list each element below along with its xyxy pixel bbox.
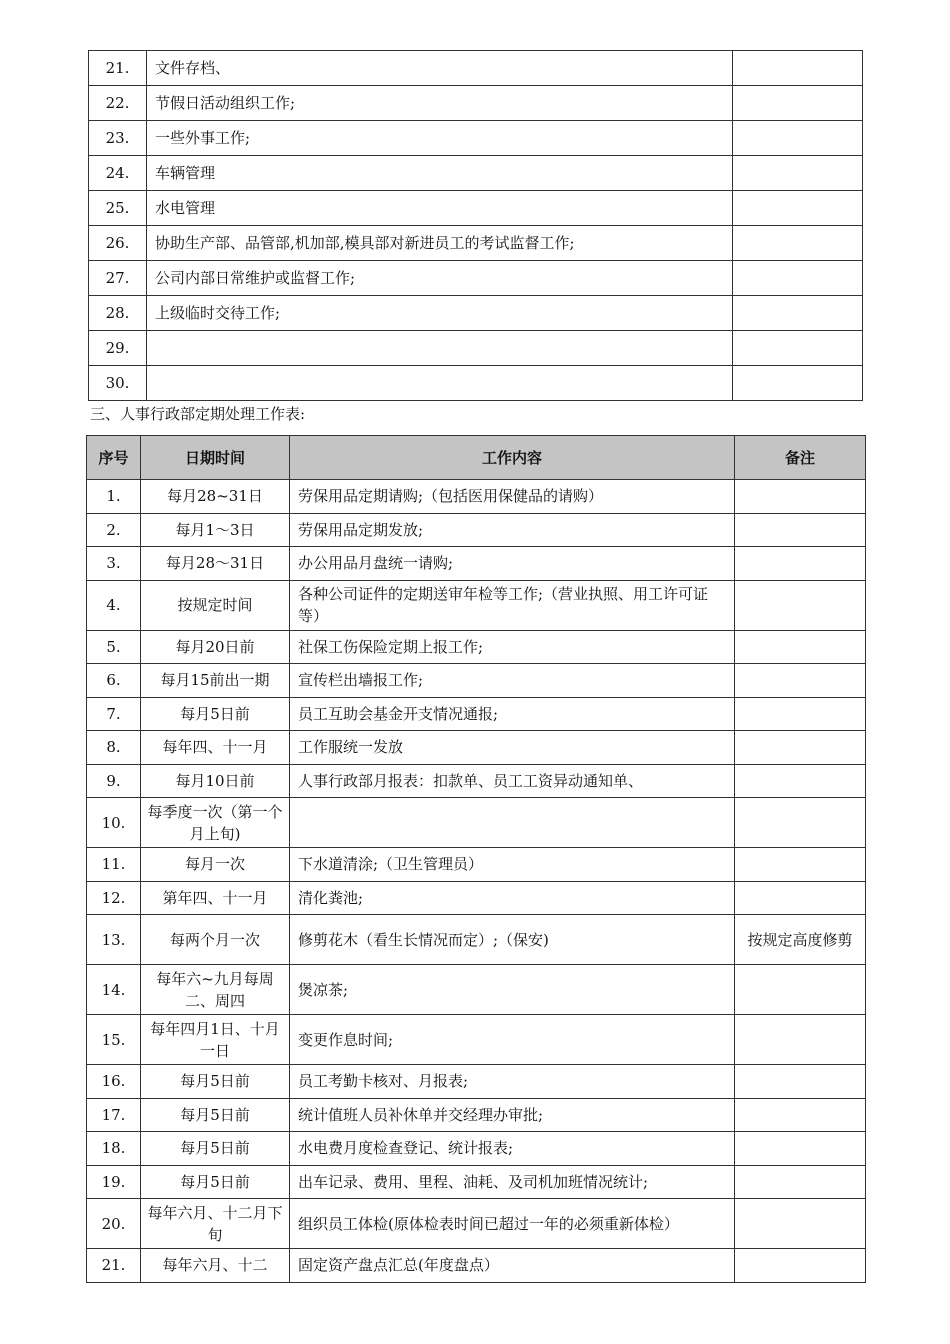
date-cell: 每月5日前 — [141, 1132, 290, 1166]
date-cell: 每年四月1日、十月一日 — [141, 1015, 290, 1065]
content-cell: 煲凉茶; — [290, 965, 735, 1015]
table-row — [89, 51, 863, 86]
table-row — [87, 764, 866, 798]
header-date: 日期时间 — [141, 436, 290, 480]
content-cell: 出车记录、费用、里程、油耗、及司机加班情况统计; — [290, 1165, 735, 1199]
date-cell: 每月5日前 — [141, 697, 290, 731]
note-cell — [733, 191, 863, 226]
table-row — [87, 1098, 866, 1132]
content-cell: 清化粪池; — [290, 881, 735, 915]
note-cell — [735, 630, 866, 664]
date-cell: 每月一次 — [141, 848, 290, 882]
note-cell — [733, 331, 863, 366]
task-cell: 车辆管理 — [147, 156, 733, 191]
section-heading: 三、人事行政部定期处理工作表: — [90, 405, 306, 423]
table-row — [87, 630, 866, 664]
row-number: 22. — [89, 86, 147, 121]
row-number: 2. — [87, 513, 141, 547]
task-cell: 公司内部日常维护或监督工作; — [147, 261, 733, 296]
task-cell: 水电管理 — [147, 191, 733, 226]
header-content: 工作内容 — [290, 436, 735, 480]
table-row — [89, 121, 863, 156]
date-cell: 每两个月一次 — [141, 915, 290, 965]
content-cell: 组织员工体检(原体检表时间已超过一年的必须重新体检） — [290, 1199, 735, 1249]
content-cell: 员工互助会基金开支情况通报; — [290, 697, 735, 731]
row-number: 25. — [89, 191, 147, 226]
content-cell: 社保工伤保险定期上报工作; — [290, 630, 735, 664]
row-number: 15. — [87, 1015, 141, 1065]
table-row — [87, 1249, 866, 1283]
row-number: 9. — [87, 764, 141, 798]
table-row — [87, 798, 866, 848]
note-cell — [733, 156, 863, 191]
content-cell: 变更作息时间; — [290, 1015, 735, 1065]
note-cell — [735, 731, 866, 765]
task-cell: 协助生产部、品管部,机加部,模具部对新进员工的考试监督工作; — [147, 226, 733, 261]
row-number: 26. — [89, 226, 147, 261]
row-number: 16. — [87, 1065, 141, 1099]
date-cell: 每年六月、十二月下旬 — [141, 1199, 290, 1249]
row-number: 30. — [89, 366, 147, 401]
table-row — [87, 1165, 866, 1199]
note-cell — [735, 1165, 866, 1199]
note-cell — [735, 580, 866, 630]
table-row — [87, 881, 866, 915]
date-cell: 每年六月、十二 — [141, 1249, 290, 1283]
row-number: 21. — [87, 1249, 141, 1283]
date-cell: 每月15前出一期 — [141, 664, 290, 698]
table-row — [87, 1065, 866, 1099]
note-cell — [735, 1015, 866, 1065]
row-number: 3. — [87, 547, 141, 581]
date-cell: 每年四、十一月 — [141, 731, 290, 765]
date-cell: 每季度一次（第一个月上旬) — [141, 798, 290, 848]
row-number: 6. — [87, 664, 141, 698]
content-cell: 劳保用品定期发放; — [290, 513, 735, 547]
note-cell — [733, 51, 863, 86]
task-table-general — [88, 50, 863, 401]
task-cell — [147, 331, 733, 366]
periodic-task-table-body — [87, 480, 866, 1283]
row-number: 7. — [87, 697, 141, 731]
table-row — [87, 547, 866, 581]
content-cell: 工作服统一发放 — [290, 731, 735, 765]
note-cell — [733, 226, 863, 261]
note-cell — [733, 121, 863, 156]
table-row — [87, 580, 866, 630]
note-cell — [735, 547, 866, 581]
row-number: 28. — [89, 296, 147, 331]
note-cell — [735, 664, 866, 698]
table-row — [87, 664, 866, 698]
date-cell: 每年六~九月每周二、周四 — [141, 965, 290, 1015]
table-row — [87, 1199, 866, 1249]
date-cell: 每月10日前 — [141, 764, 290, 798]
table-row — [87, 915, 866, 965]
content-cell: 水电费月度检查登记、统计报表; — [290, 1132, 735, 1166]
periodic-task-table-header — [87, 436, 866, 480]
content-cell — [290, 798, 735, 848]
table-row — [87, 731, 866, 765]
periodic-task-table — [86, 435, 866, 1283]
note-cell — [735, 965, 866, 1015]
date-cell: 每月5日前 — [141, 1098, 290, 1132]
note-cell — [735, 1132, 866, 1166]
note-cell — [735, 848, 866, 882]
row-number: 23. — [89, 121, 147, 156]
row-number: 13. — [87, 915, 141, 965]
header-no: 序号 — [87, 436, 141, 480]
row-number: 27. — [89, 261, 147, 296]
note-cell — [733, 86, 863, 121]
table-row — [89, 156, 863, 191]
note-cell — [735, 1249, 866, 1283]
row-number: 24. — [89, 156, 147, 191]
row-number: 1. — [87, 480, 141, 514]
content-cell: 下水道清涂;（卫生管理员） — [290, 848, 735, 882]
date-cell: 按规定时间 — [141, 580, 290, 630]
task-cell: 文件存档、 — [147, 51, 733, 86]
note-cell — [735, 798, 866, 848]
date-cell: 每月5日前 — [141, 1165, 290, 1199]
table-row — [89, 191, 863, 226]
note-cell — [733, 296, 863, 331]
row-number: 14. — [87, 965, 141, 1015]
note-cell — [735, 513, 866, 547]
table-row — [87, 513, 866, 547]
note-cell — [735, 480, 866, 514]
row-number: 5. — [87, 630, 141, 664]
note-cell: 按规定高度修剪 — [735, 915, 866, 965]
table-row — [87, 697, 866, 731]
table-row — [87, 480, 866, 514]
date-cell: 每月28～31日 — [141, 547, 290, 581]
task-cell — [147, 366, 733, 401]
table-row — [87, 1015, 866, 1065]
table-row — [89, 86, 863, 121]
content-cell: 固定资产盘点汇总(年度盘点） — [290, 1249, 735, 1283]
content-cell: 统计值班人员补休单并交经理办审批; — [290, 1098, 735, 1132]
table-row — [89, 296, 863, 331]
note-cell — [733, 261, 863, 296]
date-cell: 每月1～3日 — [141, 513, 290, 547]
table-row — [89, 366, 863, 401]
content-cell: 修剪花木（看生长情况而定）;（保安) — [290, 915, 735, 965]
table-row — [89, 261, 863, 296]
note-cell — [735, 764, 866, 798]
row-number: 12. — [87, 881, 141, 915]
note-cell — [735, 1098, 866, 1132]
note-cell — [733, 366, 863, 401]
row-number: 21. — [89, 51, 147, 86]
note-cell — [735, 1065, 866, 1099]
table-row — [87, 848, 866, 882]
content-cell: 人事行政部月报表：扣款单、员工工资异动通知单、 — [290, 764, 735, 798]
content-cell: 劳保用品定期请购;（包括医用保健品的请购） — [290, 480, 735, 514]
date-cell: 每月5日前 — [141, 1065, 290, 1099]
row-number: 20. — [87, 1199, 141, 1249]
table-row — [87, 965, 866, 1015]
row-number: 4. — [87, 580, 141, 630]
content-cell: 员工考勤卡核对、月报表; — [290, 1065, 735, 1099]
row-number: 8. — [87, 731, 141, 765]
content-cell: 办公用品月盘统一请购; — [290, 547, 735, 581]
note-cell — [735, 1199, 866, 1249]
task-cell: 一些外事工作; — [147, 121, 733, 156]
content-cell: 各种公司证件的定期送审年检等工作;（营业执照、用工许可证等） — [290, 580, 735, 630]
row-number: 18. — [87, 1132, 141, 1166]
table-row — [87, 1132, 866, 1166]
date-cell: 每月20日前 — [141, 630, 290, 664]
table-row — [89, 331, 863, 366]
note-cell — [735, 697, 866, 731]
row-number: 19. — [87, 1165, 141, 1199]
row-number: 11. — [87, 848, 141, 882]
task-cell: 节假日活动组织工作; — [147, 86, 733, 121]
date-cell: 第年四、十一月 — [141, 881, 290, 915]
task-cell: 上级临时交待工作; — [147, 296, 733, 331]
note-cell — [735, 881, 866, 915]
date-cell: 每月28~31日 — [141, 480, 290, 514]
row-number: 29. — [89, 331, 147, 366]
header-note: 备注 — [735, 436, 866, 480]
table-row — [89, 226, 863, 261]
content-cell: 宣传栏出墙报工作; — [290, 664, 735, 698]
row-number: 10. — [87, 798, 141, 848]
row-number: 17. — [87, 1098, 141, 1132]
task-table-general-body — [89, 51, 863, 401]
